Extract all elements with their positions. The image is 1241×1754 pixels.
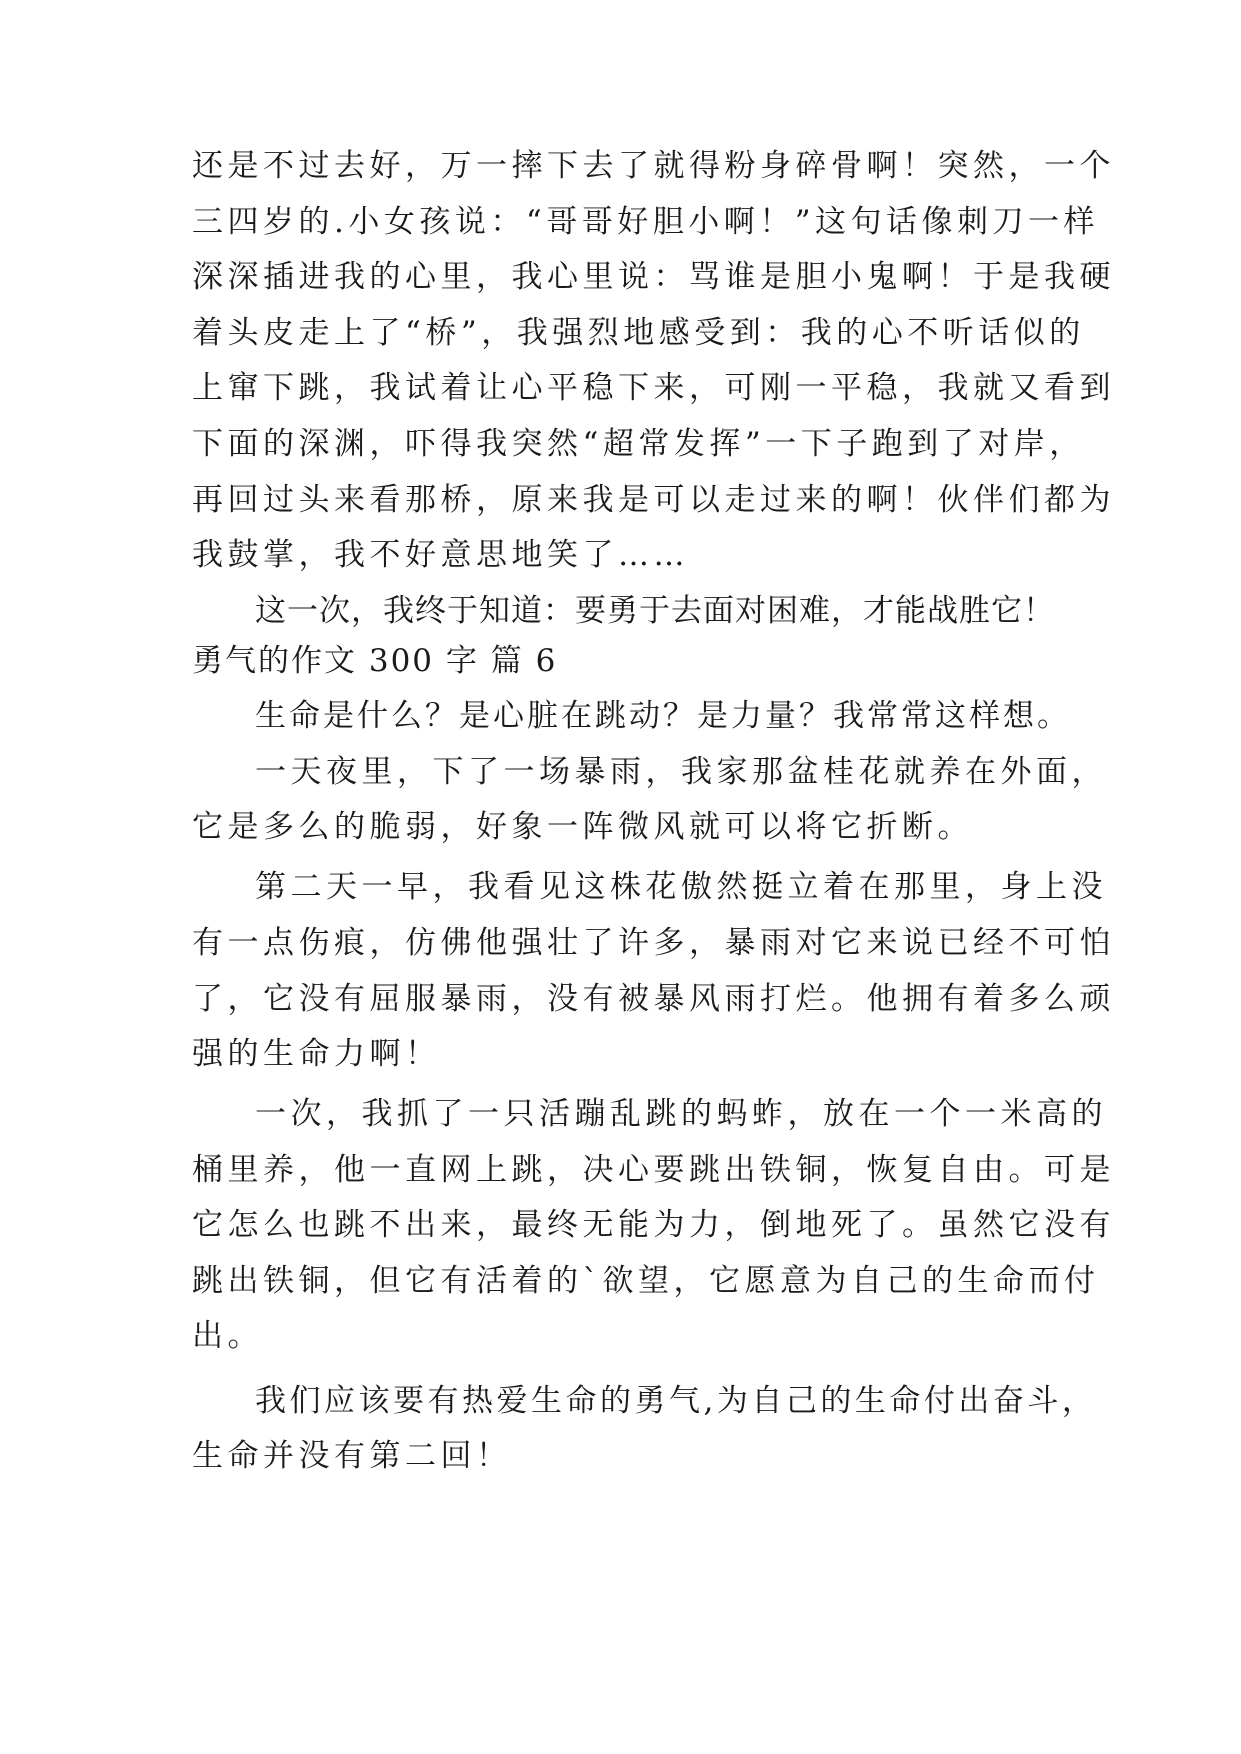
text-line: 下面的深渊，吓得我突然“超常发挥”一下子跑到了对岸，	[192, 426, 1085, 462]
text-line: 我们应该要有热爱生命的勇气,为自己的生命付出奋斗，	[255, 1383, 1097, 1419]
text-line: 一次，我抓了一只活蹦乱跳的蚂蚱，放在一个一米高的	[255, 1096, 1107, 1132]
text-line: 深深插进我的心里，我心里说：骂谁是胆小鬼啊！于是我硬	[192, 259, 1115, 295]
text-line: 它是多么的脆弱，好象一阵微风就可以将它折断。	[192, 809, 973, 845]
text-line: 上窜下跳，我试着让心平稳下来，可刚一平稳，我就又看到	[192, 370, 1115, 406]
text-line: 强的生命力啊！	[192, 1036, 441, 1072]
text-line: 它怎么也跳不出来，最终无能为力，倒地死了。虽然它没有	[192, 1207, 1115, 1243]
text-line: 第二天一早，我看见这株花傲然挺立着在那里，身上没	[255, 869, 1107, 905]
section-heading: 勇气的作文 300 字 篇 6	[192, 643, 558, 679]
text-line: 着头皮走上了“桥”，我强烈地感受到：我的心不听话似的	[192, 315, 1085, 351]
text-line: 生命是什么？是心脏在跳动？是力量？我常常这样想。	[255, 698, 1071, 734]
text-line: 我鼓掌，我不好意思地笑了……	[192, 537, 689, 573]
text-line: 有一点伤痕，仿佛他强壮了许多，暴雨对它来说已经不可怕	[192, 925, 1115, 961]
text-line: 了，它没有屈服暴雨，没有被暴风雨打烂。他拥有着多么顽	[192, 981, 1115, 1017]
text-line: 跳出铁铜，但它有活着的`欲望，它愿意为自己的生命而付	[192, 1263, 1100, 1299]
text-line: 出。	[192, 1318, 263, 1354]
text-line: 再回过头来看那桥，原来我是可以走过来的啊！伙伴们都为	[192, 482, 1115, 518]
text-line: 一天夜里，下了一场暴雨，我家那盆桂花就养在外面，	[255, 754, 1107, 790]
conclusion-line: 这一次，我终于知道：要勇于去面对困难，才能战胜它！	[255, 593, 1055, 629]
text-line: 还是不过去好，万一摔下去了就得粉身碎骨啊！突然，一个	[192, 148, 1115, 184]
text-line: 三四岁的.小女孩说：“哥哥好胆小啊！”这句话像刺刀一样	[192, 204, 1100, 240]
text-line: 桶里养，他一直网上跳，决心要跳出铁铜，恢复自由。可是	[192, 1152, 1115, 1188]
text-line: 生命并没有第二回！	[192, 1438, 512, 1474]
